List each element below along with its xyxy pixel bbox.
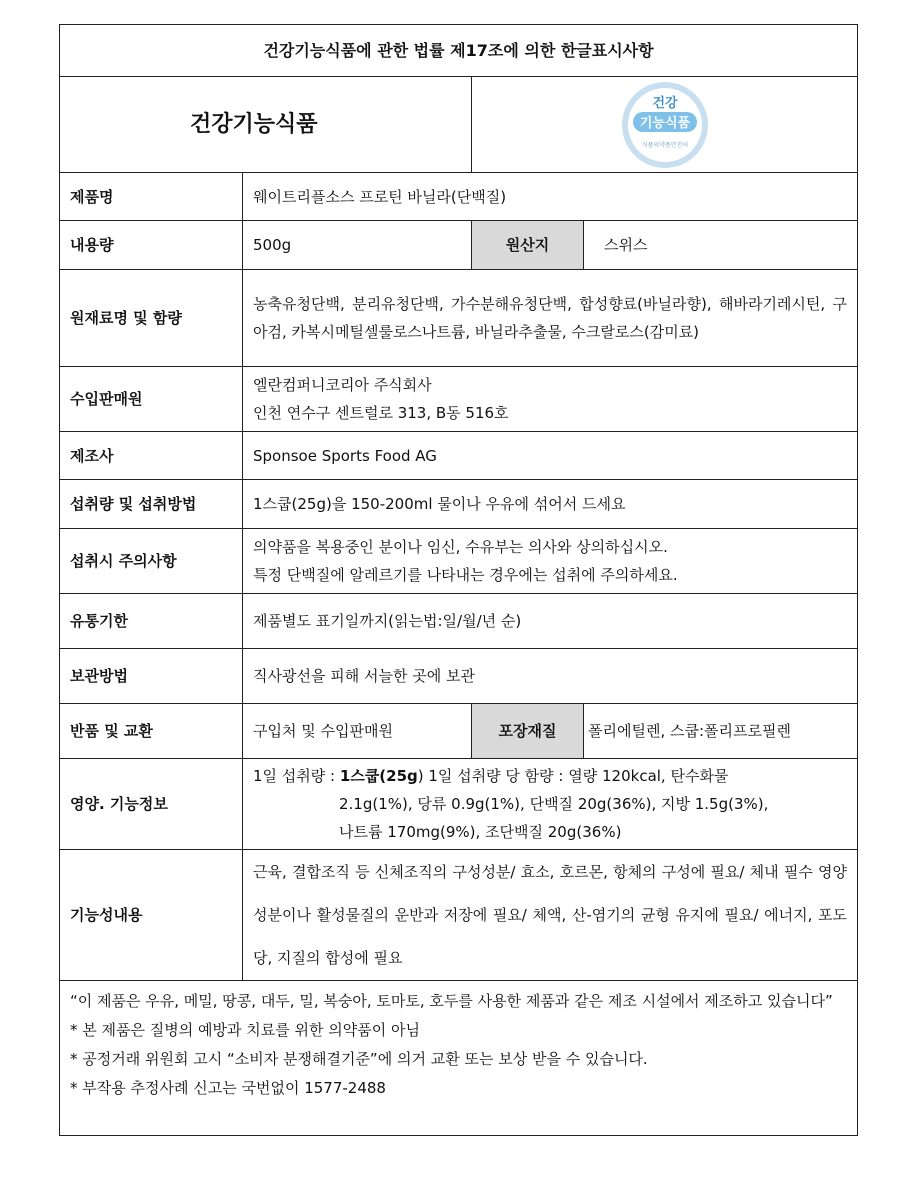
content-label: 내용량 <box>60 221 243 270</box>
footer-notes <box>60 981 858 1136</box>
health-food-logo <box>619 79 711 171</box>
intake-value: 1스쿱(25g)을 150-200ml 물이나 우유에 섞어서 드세요 <box>243 480 858 529</box>
function-value: 근육, 결합조직 등 신체조직의 구성성분/ 효소, 호르몬, 항체의 구성에 필요/ 체내 필수 영양성분이나 활성물질의 운반과 저장에 필요/ 체액, 산-염기의 균형 유지에 필요/ 에너지, 포도당, 지질의 합성에 필요 <box>243 850 858 981</box>
logo-cell <box>472 77 858 173</box>
logo-text-1: 건강 <box>651 95 678 111</box>
return-label: 반품 및 교환 <box>60 704 243 759</box>
expiry-label: 유통기한 <box>60 594 243 649</box>
nutrition-serving: 1스쿱(25g <box>339 767 418 785</box>
label-table <box>59 24 858 1136</box>
expiry-value: 제품별도 표기일까지(읽는법:일/월/년 순) <box>243 594 858 649</box>
caution-line-1: 의약품을 복용중인 분이나 임신, 수유부는 의사와 상의하십시오. <box>253 538 668 556</box>
side-effect-report: * 부작용 추정사례 신고는 국번없이 1577-2488 <box>70 1079 386 1097</box>
product-name-label: 제품명 <box>60 173 243 221</box>
not-medicine-notice: * 본 제품은 질병의 예방과 치료를 위한 의약품이 아님 <box>70 1021 420 1039</box>
manufacturer-value: Sponsoe Sports Food AG <box>243 432 858 480</box>
caution-line-2: 특정 단백질에 알레르기를 나타내는 경우에는 섭취에 주의하세요. <box>253 566 678 584</box>
intake-label: 섭취량 및 섭취방법 <box>60 480 243 529</box>
storage-label: 보관방법 <box>60 649 243 704</box>
document-title: 건강기능식품에 관한 법률 제17조에 의한 한글표시사항 <box>60 25 858 77</box>
importer-value <box>243 367 858 432</box>
logo-small-text: 식품의약품안전처 <box>641 141 688 149</box>
caution-label: 섭취시 주의사항 <box>60 529 243 594</box>
product-name-value: 웨이트리플소스 프로틴 바닐라(단백질) <box>243 173 858 221</box>
nutrition-prefix: 1일 섭취량 : <box>253 767 340 785</box>
importer-label: 수입판매원 <box>60 367 243 432</box>
package-label: 포장재질 <box>472 704 584 759</box>
importer-address: 인천 연수구 센트럴로 313, B동 516호 <box>253 404 509 422</box>
category-heading: 건강기능식품 <box>60 77 472 173</box>
ingredients-label: 원재료명 및 함량 <box>60 270 243 367</box>
nutrition-line-3: 나트륨 170mg(9%), 조단백질 20g(36%) <box>339 823 622 841</box>
content-value: 500g <box>243 221 472 270</box>
origin-label: 원산지 <box>472 221 584 270</box>
logo-text-2: 기능식품 <box>639 115 690 131</box>
package-value: 폴리에틸렌, 스쿱:폴리프로필렌 <box>584 704 858 759</box>
nutrition-line-1-rest: ) 1일 섭취량 당 함량 : 열량 120kcal, 탄수화물 <box>417 767 729 785</box>
allergy-notice: “이 제품은 우유, 메밀, 땅콩, 대두, 밀, 복숭아, 토마토, 호두를 사용한 제품과 같은 제조 시설에서 제조하고 있습니다” <box>70 992 833 1010</box>
caution-value <box>243 529 858 594</box>
nutrition-label: 영양. 기능정보 <box>60 759 243 850</box>
nutrition-value <box>243 759 858 850</box>
origin-value: 스위스 <box>584 221 858 270</box>
compensation-notice: * 공정거래 위원회 고시 “소비자 분쟁해결기준”에 의거 교환 또는 보상 받을 수 있습니다. <box>70 1050 648 1068</box>
storage-value: 직사광선을 피해 서늘한 곳에 보관 <box>243 649 858 704</box>
nutrition-line-2: 2.1g(1%), 당류 0.9g(1%), 단백질 20g(36%), 지방 1.5g(3%), <box>339 795 769 813</box>
ingredients-value: 농축유청단백, 분리유청단백, 가수분해유청단백, 합성향료(바닐라향), 해바라기레시틴, 구아검, 카복시메틸셀룰로스나트륨, 바닐라추출물, 수크랄로스(감미료) <box>243 270 858 367</box>
label-sheet <box>59 24 857 1136</box>
function-label: 기능성내용 <box>60 850 243 981</box>
importer-name: 엘란컴퍼니코리아 주식회사 <box>253 376 432 394</box>
nutrition-line-1 <box>253 762 847 790</box>
manufacturer-label: 제조사 <box>60 432 243 480</box>
return-value: 구입처 및 수입판매원 <box>243 704 472 759</box>
